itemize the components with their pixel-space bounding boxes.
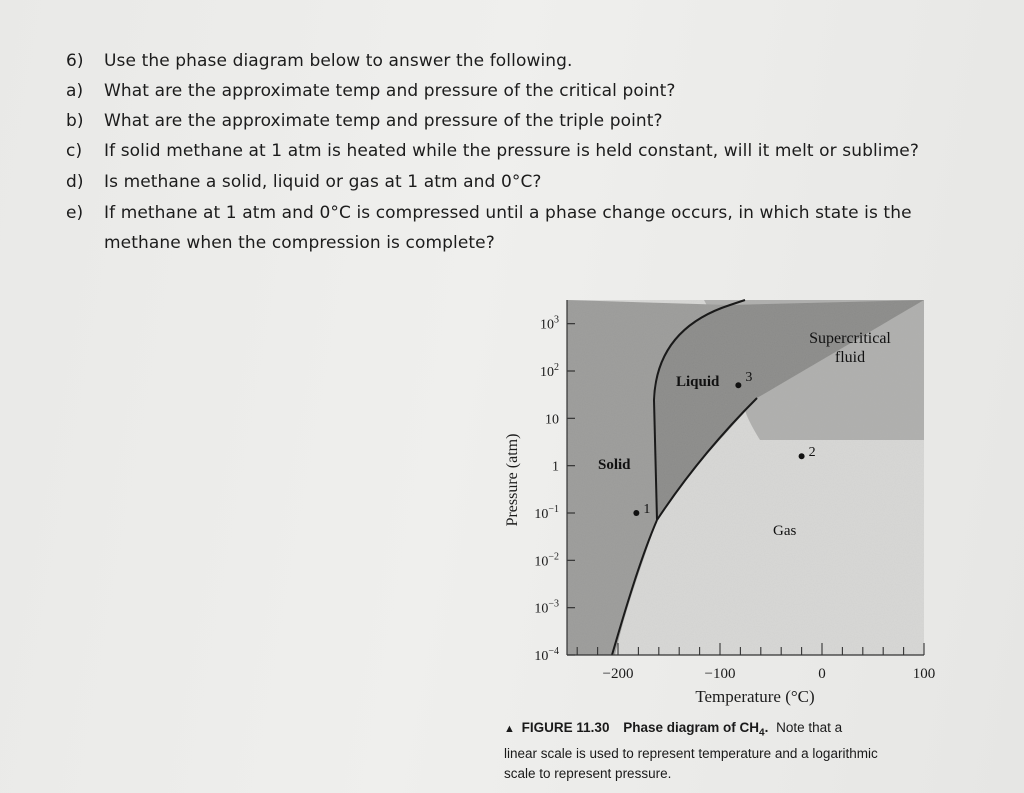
point-1-marker	[633, 510, 639, 516]
y-tick-label: $10^{-4}$	[534, 646, 559, 664]
x-tick-label: −200	[602, 666, 634, 682]
question-text: What are the approximate temp and pressure of the critical point?	[104, 81, 676, 101]
question-text: If solid methane at 1 atm is heated while the pressure is held constant, will it melt or sublime?	[104, 141, 919, 161]
caption-line-3: scale to represent pressure.	[504, 765, 672, 781]
y-tick-label: 10	[545, 412, 559, 428]
figure-number: FIGURE 11.30	[521, 720, 610, 735]
x-tick-label: 100	[912, 666, 936, 682]
y-tick-label: $10^{-1}$	[534, 504, 559, 522]
caption-text: Note that a	[776, 720, 843, 735]
question-text: Use the phase diagram below to answer the following.	[104, 51, 573, 71]
question-text: What are the approximate temp and pressure of the triple point?	[104, 111, 663, 131]
liquid-label: Liquid	[676, 374, 720, 390]
y-axis-title: Pressure (atm)	[504, 433, 521, 527]
x-tick-label: −100	[704, 666, 736, 682]
triangle-icon: ▲	[504, 723, 515, 735]
supercritical-label: Supercritical	[809, 330, 891, 347]
solid-label: Solid	[598, 457, 631, 473]
x-axis-title: Temperature (°C)	[695, 687, 815, 706]
y-tick-label: $10^{-2}$	[534, 551, 559, 570]
question-letter: a)	[66, 81, 84, 101]
y-tick-labels	[534, 315, 559, 664]
point-2-label: 2	[808, 445, 816, 461]
figure-caption	[504, 718, 944, 784]
caption-line-2: linear scale is used to represent temperature and a logarithmic	[504, 745, 878, 761]
fluid-label: fluid	[834, 349, 866, 366]
question-text: If methane at 1 atm and 0°C is compressed until a phase change occurs, in which state is the	[104, 203, 912, 223]
point-3-label: 3	[745, 370, 753, 386]
x-tick-labels	[603, 666, 936, 682]
point-3-marker	[735, 382, 741, 388]
point-1-label: 1	[643, 502, 651, 517]
point-2-marker	[799, 453, 805, 459]
y-tick-label: $10^2$	[540, 362, 559, 380]
question-number: 6)	[66, 51, 84, 71]
y-tick-label: $10^3$	[540, 314, 559, 333]
question-letter: e)	[66, 203, 84, 223]
figure-title: Phase diagram of $CH_4$.	[623, 720, 769, 739]
question-letter: b)	[66, 111, 84, 131]
question-e-continued: methane when the compression is complete?	[104, 233, 495, 253]
question-text: Is methane a solid, liquid or gas at 1 atm and 0°C?	[104, 172, 542, 192]
x-tick-label: 0	[818, 666, 826, 682]
y-tick-label: $10^{-3}$	[534, 598, 559, 617]
y-tick-label: 1	[552, 459, 559, 475]
question-letter: c)	[66, 141, 83, 161]
gas-label: Gas	[773, 523, 797, 539]
question-letter: d)	[66, 172, 84, 192]
